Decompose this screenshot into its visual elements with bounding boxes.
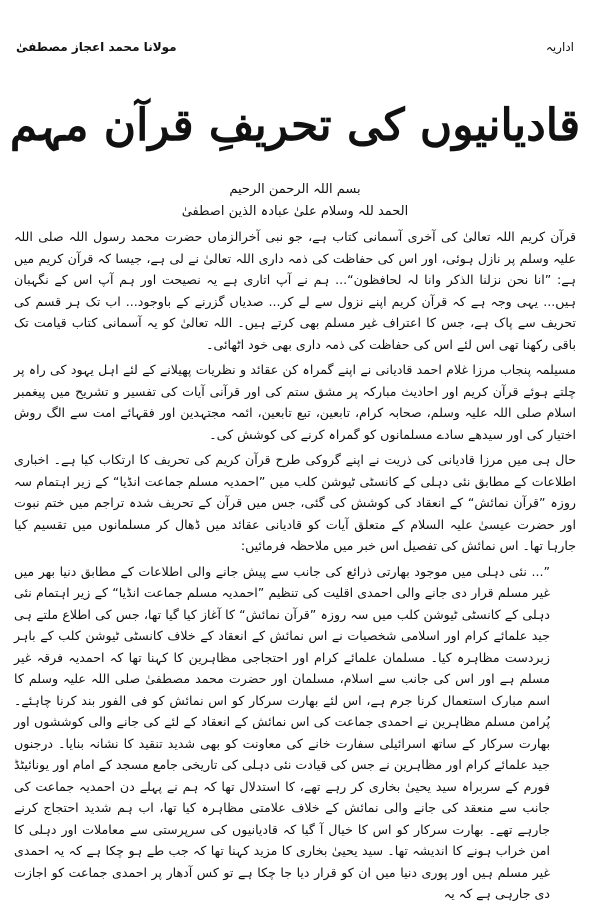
paragraph: قرآن کریم اللہ تعالیٰ کی آخری آسمانی کتاب ہے، جو نبی آخرالزماں حضرت محمد رسول اللہ صلی اللہ علیہ وسلم پر نازل ہوئی، اور اس کی حفاظت کی ذمہ داری اللہ تعالیٰ نے لی ہے، جیسا کہ قرآن کریم میں ہے: ”انا نحن نزلنا الذکر وانا لہ لحافظون“... ہم نے آپ اتاری ہے یہ نصیحت اور ہم آپ اس کے نگہبان ہیں... یہی وجہ ہے کہ قرآن کریم اپنے نزول سے لے کر... صدیاں گزرنے کے باوجود... اب تک ہر قسم کی تحریف سے پاک ہے، جس کا اعتراف غیر مسلم بھی کرتے ہیں۔ اللہ تعالیٰ کو یہ آسمانی کتاب قیامت تک باقی رکھنا تھی اس لئے اس کی حفاظت کی ذمہ داری بھی خود اٹھائی۔ [14, 229, 576, 352]
page-header [14, 40, 576, 60]
author-name: مولانا محمد اعجاز مصطفیٰ [16, 40, 177, 54]
article-body [14, 226, 576, 901]
paragraph: مسیلمہ پنجاب مرزا غلام احمد قادیانی نے اپنے گمراہ کن عقائد و نظریات پھیلانے کے لئے اہل یہود کی راہ پر چلتے ہوئے قرآن کریم اور احادیث مبارکہ پر مشق ستم کی اور قرآنی آیات کی تفسیر و تشریح میں پیغمبر اسلام صلی اللہ علیہ وسلم، صحابہ کرام، تابعین، تبع تابعین، ائمہ مجتہدین اور فقہائے امت سے الگ روش اختیار کی اور سیدھے سادے مسلمانوں کو گمراہ کرنے کی کوشش کی۔ [14, 362, 576, 442]
paragraph: حال ہی میں مرزا قادیانی کی ذریت نے اپنے گروکی طرح قرآن کریم کی تحریف کا ارتکاب کیا ہے۔ اخباری اطلاعات کے مطابق نئی دہلی کے کانسٹی ٹیوشن کلب میں ”احمدیہ مسلم جماعت انڈیا“ کے زیر اہتمام سہ روزہ ”قرآن نمائش“ کے انعقاد کی کوشش کی گئی، جس میں قرآن کے تحریف شدہ تراجم میں ختم نبوت اور حضرت عیسیٰ علیہ السلام کے متعلق آیات کو قادیانی عقائد میں ڈھال کر مسلمانوں میں تقسیم کیا جارہا تھا۔ اس نمائش کی تفصیل اس خبر میں ملاحظہ فرمائیں: [14, 452, 576, 553]
article-title: قادیانیوں کی تحریفِ قرآن مہم [9, 100, 581, 151]
bismillah-line: بسم اللہ الرحمن الرحیم [229, 182, 361, 197]
hamd-line: الحمد للہ وسلام علیٰ عبادہ الذین اصطفیٰ [181, 204, 409, 219]
section-label: اداریہ [545, 40, 574, 54]
quoted-news-paragraph: ”... نئی دہلی میں موجود بھارتی ذرائع کی جانب سے پیش جانے والی اطلاعات کے مطابق دنیا بھر میں غیر مسلم قرار دی جانے والی احمدی اقلیت کی تنظیم ”احمدیہ مسلم جماعت انڈیا“ کے زیر اہتمام نئی دہلی کے کانسٹی ٹیوشن کلب میں سہ روزہ ”قرآن نمائش“ کا آغاز کیا گیا تھا، جس کی اطلاع ملتے ہی جید علمائے کرام اور اسلامی شخصیات نے اس نمائش کے انعقاد کے خلاف کانسٹی ٹیوشن کلب کے باہر زبردست مظاہرہ کیا۔ مسلمان علمائے کرام اور احتجاجی مظاہرین کا کہنا تھا کہ احمدیہ فرقہ غیر مسلم ہے اور اس کی جانب سے اسلام، مسلمان اور حضرت محمد مصطفیٰ صلی اللہ علیہ وسلم کا اسم مبارک استعمال کرنا جرم ہے، اس لئے بھارت سرکار کو اس نمائش کو فی الفور بند کرنا چاہئے۔ پُرامن مسلم مظاہرین نے احمدی جماعت کی اس نمائش کے انعقاد کے لئے کی جانے والی کوششوں اور بھارت سرکار کے ساتھ اسرائیلی سفارت خانے کی معاونت کو بھی شدید تنقید کا نشانہ بنایا۔ درجنوں جید علمائے کرام اور مظاہرین نے جس کی قیادت نئی دہلی کی تاریخی جامع مسجد کے امام اور یونائیٹڈ فورم کے سربراہ سید یحییٰ بخاری کر رہے تھے، کا استدلال تھا کہ ہم نے پہلے دن احمدیہ جماعت کی جانب سے منعقد کی جانے والی نمائش کے خلاف علامتی مظاہرہ کیا تھا، اب ہم شدید احتجاج کرنے جارہے تھے۔ بھارت سرکار کو اس کا خیال آ گیا کہ قادیانیوں کی سرپرستی سے معاملات اور دہلی کا امن خراب ہونے کا اندیشہ تھا۔ سید یحییٰ بخاری کا مزید کہنا تھا کہ جب طے ہو چکا ہے کہ یہ احمدی غیر مسلم ہیں اور پوری دنیا میں ان کو قرار دیا جا چکا ہے تو کس آدھار پر احمدی جماعت کو اجازت دی جارہی ہے کہ یہ [14, 563, 550, 901]
